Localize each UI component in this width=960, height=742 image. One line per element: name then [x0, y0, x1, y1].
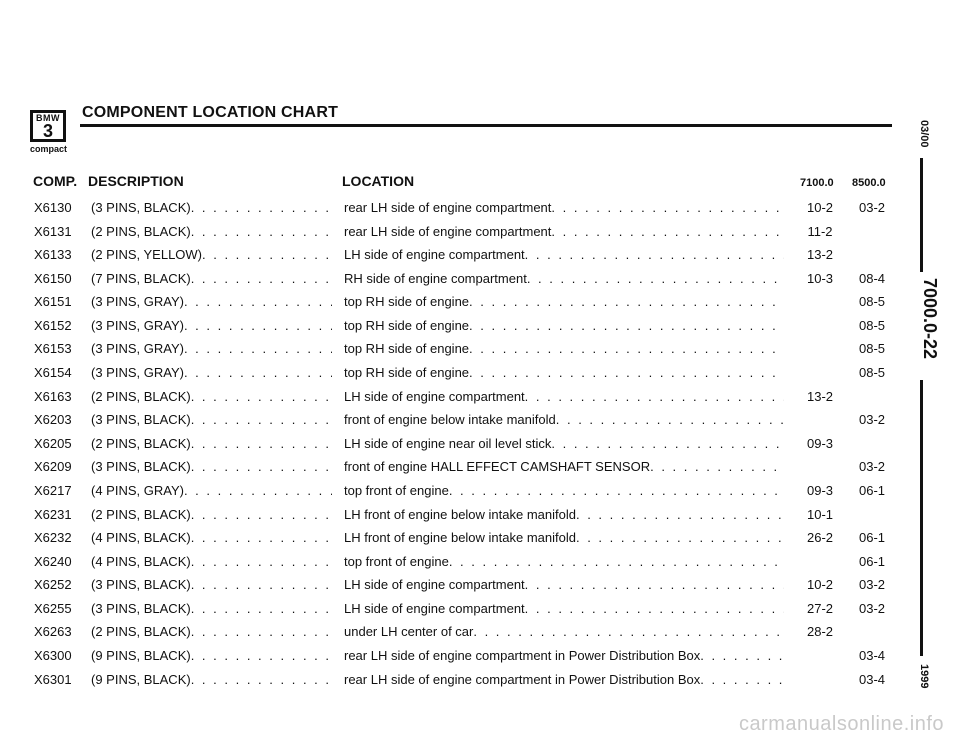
- row-location: top RH side of engine . . .: [344, 365, 784, 381]
- row-comp: X6154: [34, 365, 72, 381]
- title-rule: [80, 124, 892, 127]
- row-description: (3 PINS, GRAY) . . .: [91, 341, 332, 357]
- row-ref-7100: 28-2: [806, 624, 834, 640]
- header-description: DESCRIPTION: [88, 173, 184, 189]
- bmw-logo: [30, 110, 72, 154]
- table-row: [0, 389, 900, 413]
- table-row: [0, 365, 900, 389]
- row-location: LH side of engine compartment . . .: [344, 247, 784, 263]
- logo-model: compact: [30, 144, 68, 154]
- table-row: [0, 412, 900, 436]
- row-description: (2 PINS, BLACK) . . .: [91, 436, 332, 452]
- row-ref-8500: 08-5: [858, 365, 886, 381]
- row-ref-8500: 03-2: [858, 200, 886, 215]
- row-comp: X6150: [34, 270, 72, 286]
- row-comp: X6240: [34, 553, 72, 569]
- row-comp: X6205: [34, 435, 72, 451]
- row-ref-8500: 08-4: [858, 270, 886, 286]
- row-comp: X6152: [34, 317, 72, 333]
- table-row: [0, 577, 900, 601]
- bmw-badge-icon: [30, 110, 66, 142]
- row-ref-7100: 13-2: [806, 388, 834, 404]
- row-comp: X6151: [34, 294, 72, 310]
- row-ref-8500: 06-1: [858, 553, 886, 569]
- row-ref-8500: 03-2: [858, 459, 886, 475]
- row-comp: X6131: [34, 223, 72, 239]
- side-rule: [920, 152, 923, 662]
- table-row: [0, 294, 900, 318]
- row-location: top RH side of engine . . .: [344, 318, 784, 334]
- row-description: (2 PINS, BLACK) . . .: [91, 624, 332, 640]
- row-description: (2 PINS, BLACK) . . .: [91, 224, 332, 240]
- table-row: [0, 601, 900, 625]
- watermark: carmanualsonline.info: [738, 713, 944, 735]
- row-ref-7100: 26-2: [806, 530, 834, 546]
- row-description: (3 PINS, BLACK) . . .: [91, 459, 332, 475]
- header-col-7100: 7100.0: [800, 177, 834, 189]
- table-row: [0, 554, 900, 578]
- table-row: [0, 318, 900, 342]
- row-comp: X6255: [34, 600, 72, 616]
- row-location: top front of engine . . .: [344, 554, 784, 570]
- row-location: top RH side of engine . . .: [344, 294, 784, 310]
- row-ref-7100: 27-2: [806, 600, 834, 616]
- table-row: [0, 672, 900, 696]
- row-comp: X6263: [34, 624, 72, 640]
- row-description: (3 PINS, GRAY) . . .: [91, 365, 332, 381]
- logo-series: 3: [42, 121, 53, 141]
- table-row: [0, 530, 900, 554]
- row-description: (4 PINS, BLACK) . . .: [91, 554, 332, 570]
- row-ref-8500: 06-1: [858, 530, 886, 546]
- row-description: (9 PINS, BLACK) . . .: [91, 648, 332, 664]
- row-location: top RH side of engine . . .: [344, 341, 784, 357]
- table-row: [0, 648, 900, 672]
- header-location: LOCATION: [342, 173, 415, 189]
- header-col-8500: 8500.0: [852, 177, 886, 189]
- table-row: [0, 200, 900, 224]
- component-table: [0, 200, 900, 695]
- row-ref-8500: 03-4: [858, 671, 886, 687]
- row-ref-7100: 10-2: [806, 577, 834, 593]
- row-ref-7100: 09-3: [806, 482, 834, 498]
- row-comp: X6163: [34, 388, 72, 404]
- row-comp: X6130: [34, 200, 72, 215]
- row-description: (4 PINS, GRAY) . . .: [91, 483, 332, 499]
- row-comp: X6203: [34, 412, 72, 428]
- table-row: [0, 224, 900, 248]
- table-row: [0, 483, 900, 507]
- row-description: (4 PINS, BLACK) . . .: [91, 530, 332, 546]
- row-ref-7100: 09-3: [806, 435, 834, 451]
- row-location: rear LH side of engine compartment . . .: [344, 200, 784, 216]
- row-comp: X6301: [34, 671, 72, 687]
- table-row: [0, 624, 900, 648]
- side-page-number: 7000.0-22: [920, 278, 940, 360]
- row-description: (2 PINS, BLACK) . . .: [91, 507, 332, 523]
- row-location: front of engine HALL EFFECT CAMSHAFT SENSOR . . .: [344, 459, 784, 475]
- row-description: (3 PINS, BLACK) . . .: [91, 577, 332, 593]
- row-comp: X6133: [34, 247, 72, 263]
- row-ref-8500: 06-1: [858, 482, 886, 498]
- row-comp: X6252: [34, 577, 72, 593]
- row-comp: X6231: [34, 506, 72, 522]
- row-location: LH side of engine near oil level stick . . .: [344, 436, 784, 452]
- row-location: LH front of engine below intake manifold . . .: [344, 530, 784, 546]
- row-ref-7100: 10-3: [806, 270, 834, 286]
- row-ref-7100: 10-1: [806, 506, 834, 522]
- row-description: (3 PINS, BLACK) . . .: [91, 601, 332, 617]
- row-description: (3 PINS, GRAY) . . .: [91, 318, 332, 334]
- logo-brand: BMW: [36, 113, 60, 123]
- row-comp: X6209: [34, 459, 72, 475]
- page-title: COMPONENT LOCATION CHART: [82, 104, 339, 121]
- row-description: (9 PINS, BLACK) . . .: [91, 672, 332, 688]
- row-location: rear LH side of engine compartment . . .: [344, 224, 784, 240]
- row-location: front of engine below intake manifold . . .: [344, 412, 784, 428]
- row-description: (3 PINS, BLACK) . . .: [91, 412, 332, 428]
- row-description: (7 PINS, BLACK) . . .: [91, 271, 332, 287]
- row-description: (3 PINS, BLACK) . . .: [91, 200, 332, 216]
- row-ref-8500: 03-2: [858, 412, 886, 428]
- row-location: LH side of engine compartment . . .: [344, 601, 784, 617]
- row-ref-8500: 03-2: [858, 577, 886, 593]
- row-location: LH front of engine below intake manifold . . .: [344, 507, 784, 523]
- header-comp: COMP.: [33, 173, 78, 189]
- table-row: [0, 271, 900, 295]
- side-date: 03/00: [918, 120, 930, 148]
- row-ref-7100: 13-2: [806, 247, 834, 263]
- row-location: under LH center of car . . .: [344, 624, 784, 640]
- side-year: 1999: [918, 664, 930, 689]
- row-ref-7100: 11-2: [807, 223, 833, 239]
- row-description: (2 PINS, BLACK) . . .: [91, 389, 332, 405]
- row-comp: X6232: [34, 530, 72, 546]
- row-location: rear LH side of engine compartment in Power Distribution Box . . .: [344, 648, 784, 664]
- row-location: RH side of engine compartment . . .: [344, 271, 784, 287]
- table-row: [0, 436, 900, 460]
- row-description: (2 PINS, YELLOW) . . .: [91, 247, 332, 263]
- row-ref-8500: 08-5: [858, 294, 886, 310]
- row-description: (3 PINS, GRAY) . . .: [91, 294, 332, 310]
- row-location: rear LH side of engine compartment in Power Distribution Box . . .: [344, 672, 784, 688]
- row-ref-8500: 08-5: [858, 317, 886, 333]
- row-ref-8500: 03-4: [858, 647, 886, 663]
- row-ref-8500: 08-5: [858, 341, 886, 357]
- row-location: top front of engine . . .: [344, 483, 784, 499]
- row-ref-8500: 03-2: [858, 600, 886, 616]
- table-row: [0, 341, 900, 365]
- row-comp: X6153: [34, 341, 72, 357]
- table-row: [0, 507, 900, 531]
- row-comp: X6217: [34, 482, 72, 498]
- row-location: LH side of engine compartment . . .: [344, 577, 784, 593]
- table-row: [0, 247, 900, 271]
- row-location: LH side of engine compartment . . .: [344, 389, 784, 405]
- table-row: [0, 459, 900, 483]
- row-ref-7100: 10-2: [806, 200, 834, 215]
- row-comp: X6300: [34, 647, 72, 663]
